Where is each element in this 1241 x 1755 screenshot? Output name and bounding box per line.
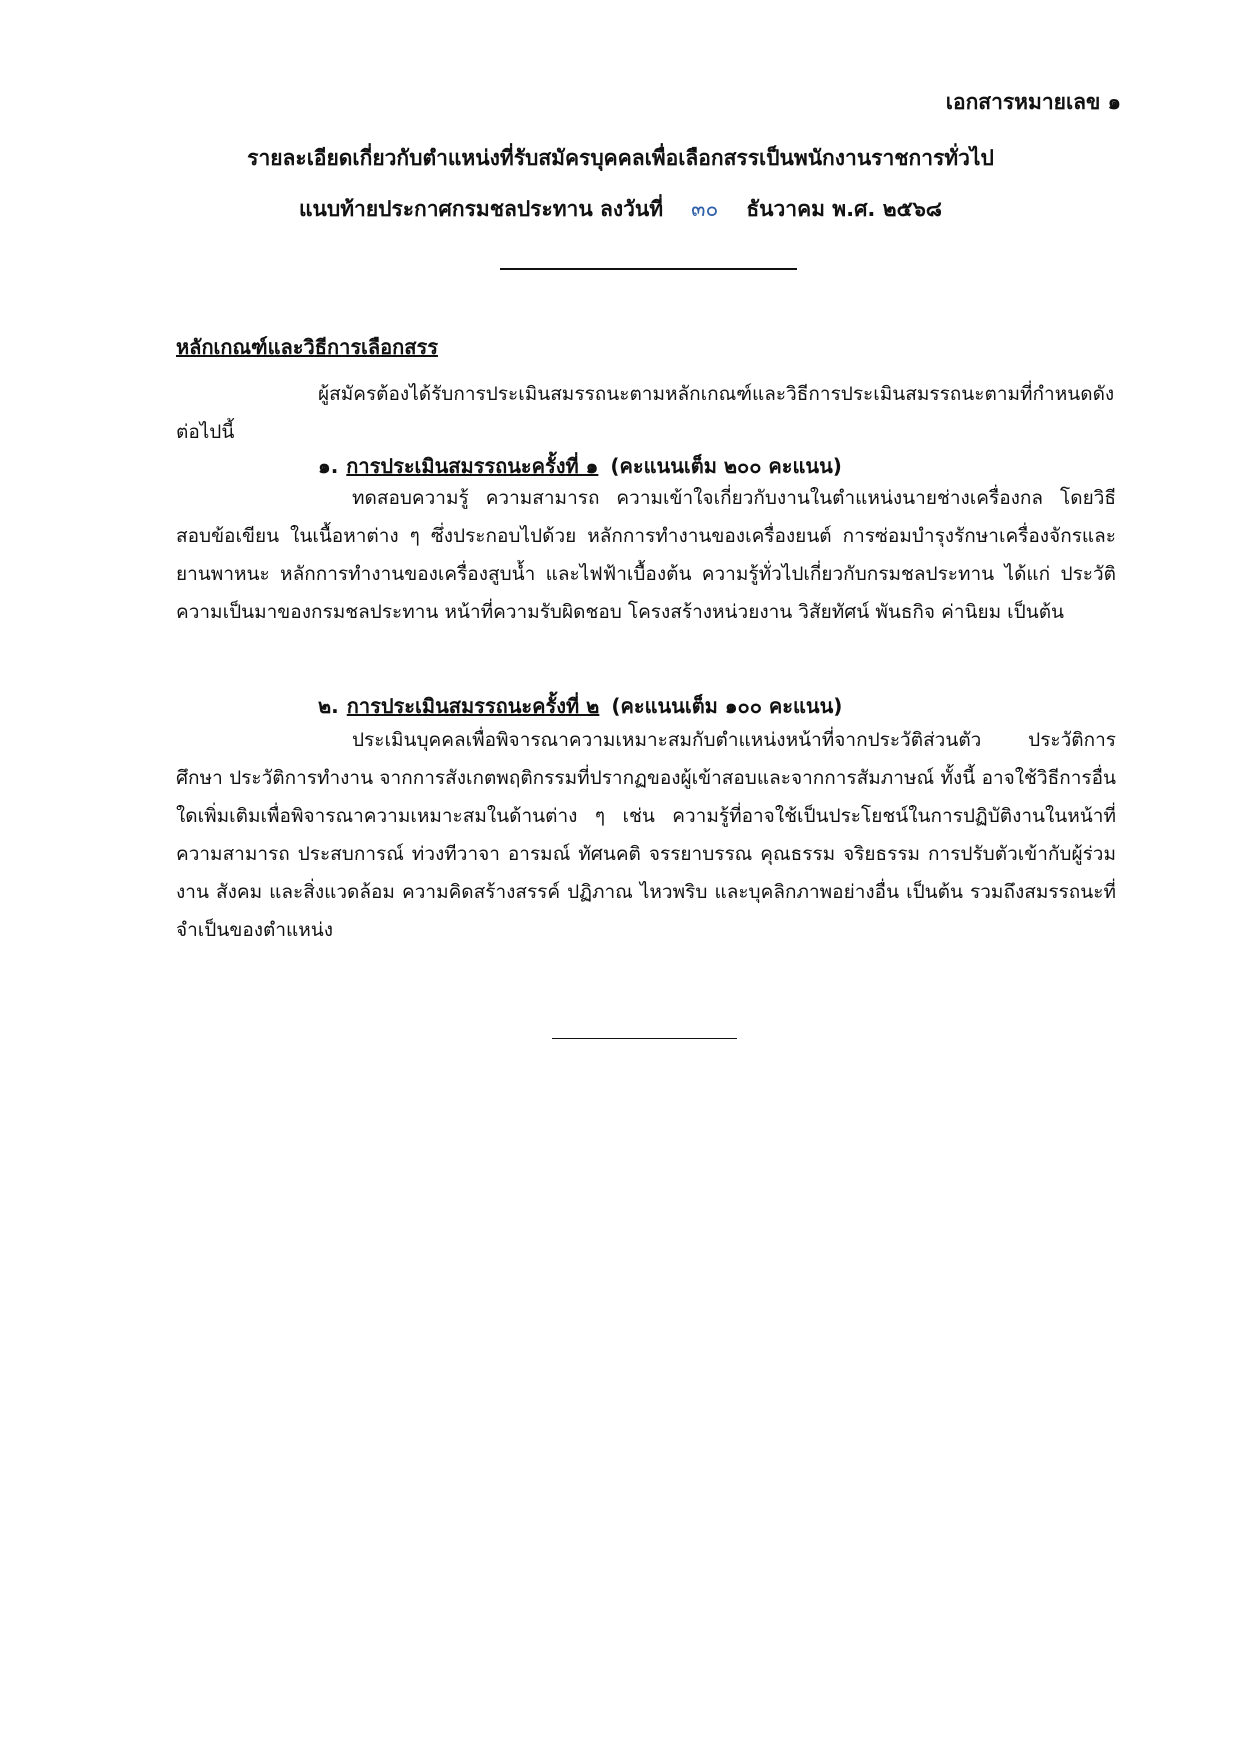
criteria-heading: หลักเกณฑ์และวิธีการเลือกสรร: [176, 335, 438, 359]
assessment-2-heading: [318, 690, 842, 722]
assessment-1-number: ๑.: [318, 454, 339, 478]
assessment-2-number: ๒.: [318, 694, 339, 718]
assessment-1-score: (คะแนนเต็ม ๒๐๐ คะแนน): [610, 454, 842, 478]
announcement-day: ๓๐: [691, 197, 719, 221]
criteria-intro: ผู้สมัครต้องได้รับการประเมินสมรรถนะตามหลักเกณฑ์และวิธีการประเมินสมรรถนะตามที่กำหนดดังต่อไปนี้: [176, 383, 1115, 443]
subtitle-suffix: ธันวาคม พ.ศ. ๒๕๖๘: [746, 197, 942, 221]
assessment-2-body: ประเมินบุคคลเพื่อพิจารณาความเหมาะสมกับตำแหน่งหน้าที่จากประวัติส่วนตัว ประวัติการศึกษา ประวัติการทำงาน จากการสังเกตพฤติกรรมที่ปรากฏของผู้เข้าสอบและจากการสัมภาษณ์ ทั้งนี้ อาจใช้วิธีการอื่นใดเพิ่มเติมเพื่อพิจารณาความเหมาะสมในด้านต่าง ๆ เช่น ความรู้ที่อาจใช้เป็นประโยชน์ในการปฏิบัติงานในหน้าที่ ความสามารถ ประสบการณ์ ท่วงทีวาจา อารมณ์ ทัศนคติ จรรยาบรรณ คุณธรรม จริยธรรม การปรับตัวเข้ากับผู้ร่วมงาน สังคม และสิ่งแวดล้อม ความคิดสร้างสรรค์ ปฏิภาณ ไหวพริบ และบุคลิกภาพอย่างอื่น เป็นต้น รวมถึงสมรรถนะที่จำเป็นของตำแหน่ง: [176, 729, 1116, 941]
assessment-1-body: ทดสอบความรู้ ความสามารถ ความเข้าใจเกี่ยวกับงานในตำแหน่งนายช่างเครื่องกล โดยวิธีสอบข้อเขียน ในเนื้อหาต่าง ๆ ซึ่งประกอบไปด้วย หลักการทำงานของเครื่องยนต์ การซ่อมบำรุงรักษาเครื่องจักรและยานพาหนะ หลักการทำงานของเครื่องสูบน้ำ และไฟฟ้าเบื้องต้น ความรู้ทั่วไปเกี่ยวกับกรมชลประทาน ได้แก่ ประวัติความเป็นมาของกรมชลประทาน หน้าที่ความรับผิดชอบ โครงสร้างหน่วยงาน วิสัยทัศน์ พันธกิจ ค่านิยม เป็นต้น: [176, 487, 1116, 623]
assessment-1-title: การประเมินสมรรถนะครั้งที่ ๑: [346, 454, 599, 478]
assessment-2-score: (คะแนนเต็ม ๑๐๐ คะแนน): [611, 694, 843, 718]
document-number: เอกสารหมายเลข ๑: [945, 90, 1121, 114]
document-title: รายละเอียดเกี่ยวกับตำแหน่งที่รับสมัครบุคคลเพื่อเลือกสรรเป็นพนักงานราชการทั่วไป: [247, 146, 994, 170]
assessment-2-title: การประเมินสมรรถนะครั้งที่ ๒: [346, 694, 600, 718]
document-subtitle: [0, 193, 1241, 226]
title-divider: [500, 268, 797, 270]
end-divider: [552, 1038, 737, 1039]
subtitle-prefix: แนบท้ายประกาศกรมชลประทาน ลงวันที่: [298, 197, 664, 221]
assessment-1-heading: [318, 450, 842, 482]
